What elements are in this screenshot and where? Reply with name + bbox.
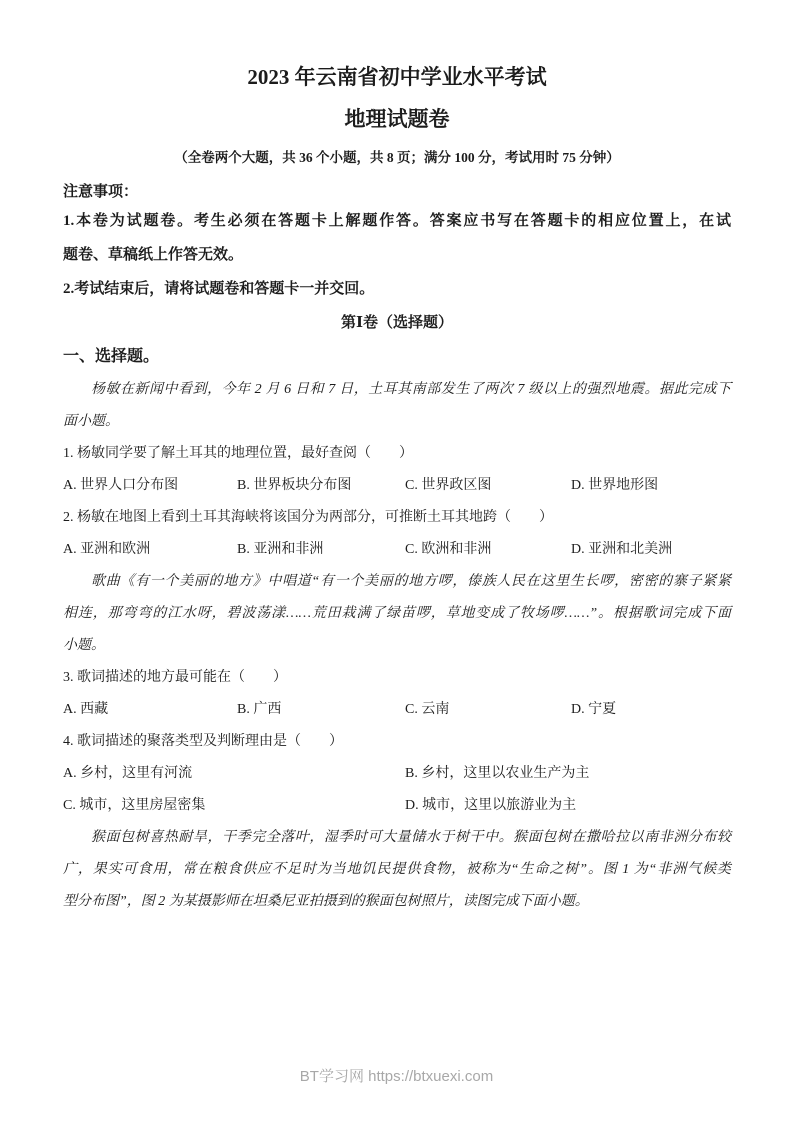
option-d: D. 世界地形图 [571,478,659,493]
question-2-options [63,534,731,566]
option-c: C. 云南 [405,702,450,717]
passage-line: 猴面包树喜热耐旱，干季完全落叶，湿季时可大量储水于树干中。猴面包树在撒哈拉以南非洲分布较 [91,830,731,845]
volume-heading: 第Ⅰ卷（选择题） [340,315,454,331]
option-d: D. 亚洲和北美洲 [571,542,673,557]
option-a: A. 亚洲和欧洲 [63,542,151,557]
notices-heading: 注意事项： [63,184,139,200]
passage-line: 杨敏在新闻中看到，今年 2 月 6 日和 7 日，土耳其南部发生了两次 7 级以上的强烈地震。据此完成下 [91,382,731,397]
passage-1 [63,374,731,438]
exam-meta-line: （全卷两个大题，共 36 个小题，共 8 页；满分 100 分，考试用时 75 分钟） [174,150,620,165]
passage-2 [63,566,731,662]
passage-line: 相连，那弯弯的江水呀，碧波荡漾……荒田栽满了绿苗啰，草地变成了牧场啰……”。根据歌词完成下面 [63,606,731,621]
option-b: B. 亚洲和非洲 [237,542,324,557]
option-a: A. 乡村，这里有河流 [63,766,193,781]
option-c: C. 世界政区图 [405,478,492,493]
watermark: BT学习网 https://btxuexi.com [299,1068,494,1085]
notice-1-line-1: 1.本卷为试题卷。考生必须在答题卡上解题作答。答案应书写在答题卡的相应位置上，在试 [63,213,731,229]
option-c: C. 欧洲和非洲 [405,542,492,557]
option-b: B. 乡村，这里以农业生产为主 [405,766,590,781]
option-a: A. 西藏 [63,702,109,717]
question-3-stem: 3. 歌词描述的地方最可能在（ ） [63,670,287,685]
passage-line: 型分布图”，图 2 为某摄影师在坦桑尼亚拍摄到的猴面包树照片，读图完成下面小题。 [63,894,589,909]
option-d: D. 城市，这里以旅游业为主 [405,798,577,813]
question-1-stem: 1. 杨敏同学要了解土耳其的地理位置，最好查阅（ ） [63,446,413,461]
passage-line: 小题。 [63,638,105,653]
option-b: B. 广西 [237,702,282,717]
question-3-options [63,694,731,726]
notice-2: 2.考试结束后，请将试题卷和答题卡一并交回。 [63,281,375,297]
exam-subtitle: 地理试题卷 [344,107,450,131]
exam-title: 2023 年云南省初中学业水平考试 [247,65,547,89]
page-content [63,0,731,918]
passage-line: 面小题。 [63,414,119,429]
passage-line: 歌曲《有一个美丽的地方》中唱道“有一个美丽的地方啰，傣族人民在这里生长啰，密密的寨子紧紧 [91,574,731,589]
question-1-options [63,470,731,502]
passage-3 [63,822,731,918]
option-c: C. 城市，这里房屋密集 [63,798,206,813]
notice-1-line-2: 题卷、草稿纸上作答无效。 [63,247,244,263]
question-2-stem: 2. 杨敏在地图上看到土耳其海峡将该国分为两部分，可推断土耳其地跨（ ） [63,510,553,525]
question-4-stem: 4. 歌词描述的聚落类型及判断理由是（ ） [63,734,343,749]
question-4-options-row-2 [63,790,731,822]
option-b: B. 世界板块分布图 [237,478,352,493]
option-a: A. 世界人口分布图 [63,478,179,493]
section-heading-choice: 一、选择题。 [63,348,160,365]
option-d: D. 宁夏 [571,702,617,717]
question-4-options-row-1 [63,758,731,790]
passage-line: 广，果实可食用，常在粮食供应不足时为当地饥民提供食物，被称为“生命之树”。图 1 为“非洲气候类 [63,862,731,877]
body [63,374,731,918]
